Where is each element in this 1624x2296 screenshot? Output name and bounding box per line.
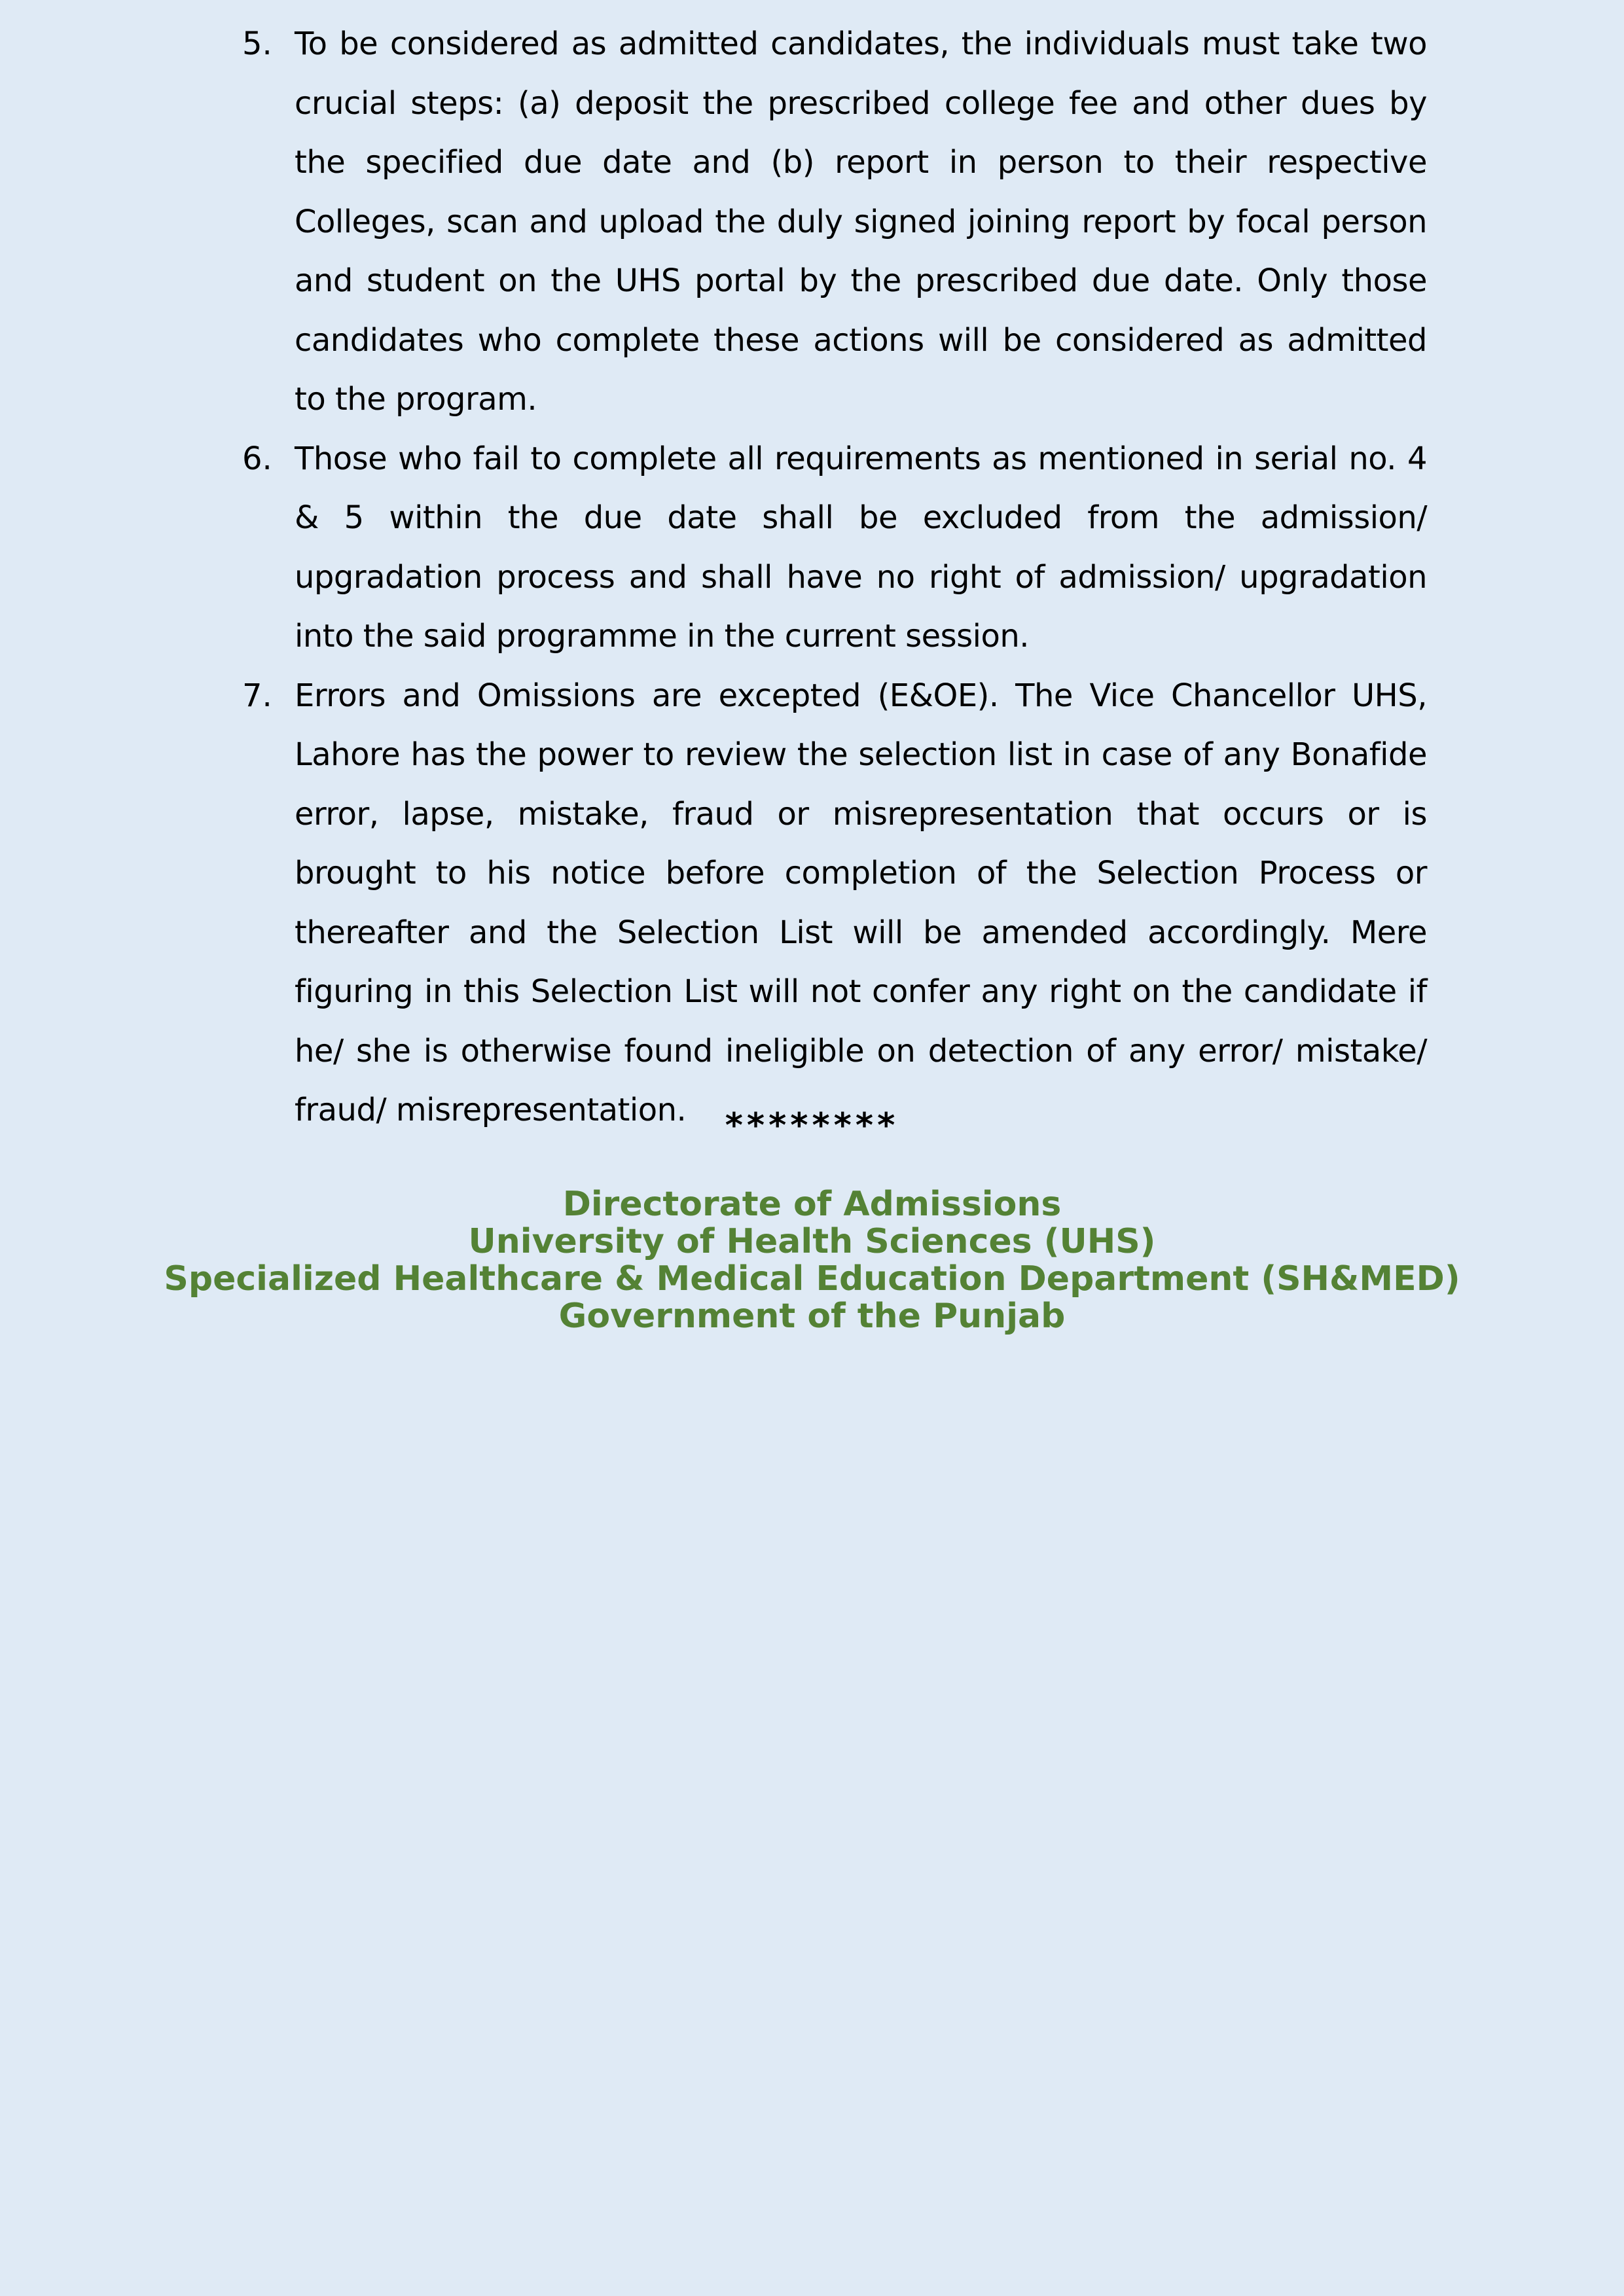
footer-department: Specialized Healthcare & Medical Education Department (SH&MED) — [164, 1259, 1460, 1299]
list-item-6 — [242, 429, 1427, 666]
item-number: 7. — [242, 677, 272, 714]
item-text: Errors and Omissions are excepted (E&OE). The Vice Chancellor UHS, Lahore has the power to review the selection list in case of any Bonafide error, lapse, mistake, fraud or misrepresentation that occurs or is brought to his notice before completion of the Selection Process or thereafter and the Selection List will be amended accordingly. Mere figuring in this Selection List will not confer any right on the candidate if he/ she is otherwise found ineligible on detection of any error/ mistake/ fraud/ misrepresentation. — [295, 677, 1427, 1128]
footer-government: Government of the Punjab — [558, 1297, 1066, 1336]
footer-directorate: Directorate of Admissions — [562, 1185, 1062, 1224]
conditions-list — [242, 14, 1427, 1140]
item-text: Those who fail to complete all requirements as mentioned in serial no. 4 & 5 within the due date shall be excluded from the admission/ upgradation process and shall have no right of admission/ upgradation into the said programme in the current session. — [295, 440, 1427, 655]
item-text: To be considered as admitted candidates, the individuals must take two crucial steps: (a) deposit the prescribed college fee and other dues by the specified due date and (b) report in person to their respective Colleges, scan and upload the duly signed joining report by focal person and student on the UHS portal by the prescribed due date. Only those candidates who complete these actions will be considered as admitted to the program. — [295, 26, 1427, 418]
list-item-5 — [242, 14, 1427, 429]
item-number: 5. — [242, 26, 272, 62]
list-item-7 — [242, 666, 1427, 1140]
footer-university: University of Health Sciences (UHS) — [468, 1222, 1156, 1261]
issuing-authority-footer — [0, 1186, 1624, 1335]
item-number: 6. — [242, 440, 272, 477]
section-separator: ******** — [725, 1106, 899, 1145]
